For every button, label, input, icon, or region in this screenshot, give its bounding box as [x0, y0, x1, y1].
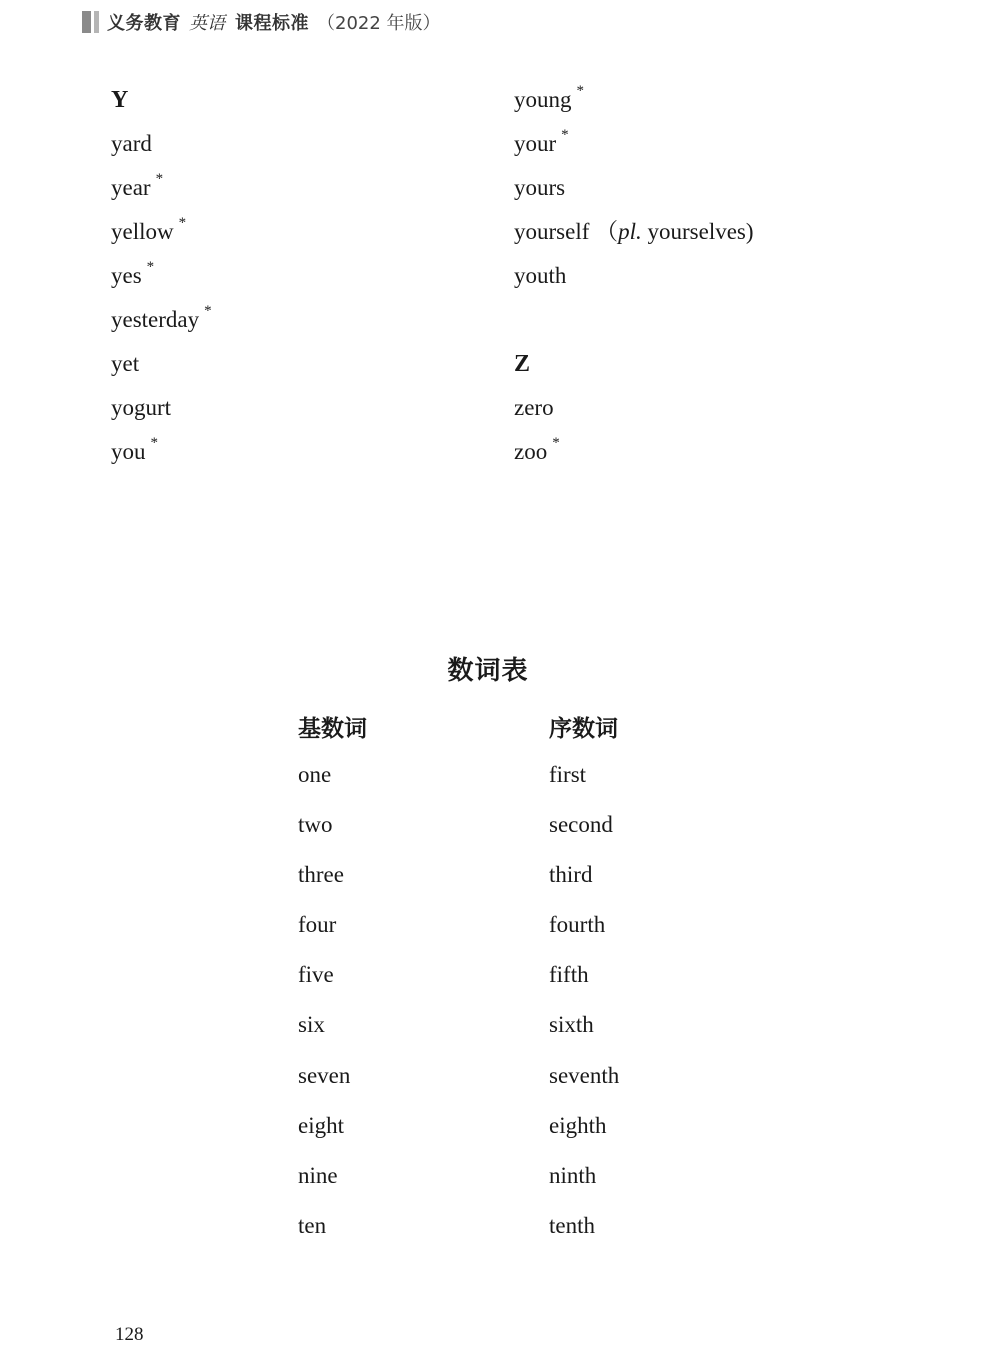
required-word-star: *: [576, 83, 584, 99]
required-word-star: *: [552, 435, 560, 451]
word-text: yet: [111, 351, 140, 376]
header-subject: 英语: [189, 13, 225, 34]
cardinal-number: two: [298, 812, 333, 838]
word-text: yours: [514, 175, 566, 200]
ordinal-numbers-column: [549, 712, 619, 1259]
ordinal-number: sixth: [549, 1012, 594, 1038]
word-text: zero: [514, 395, 554, 420]
word-entry: [111, 168, 212, 212]
numerals-section-title: 数词表: [447, 656, 529, 686]
word-text: yourself: [514, 219, 590, 244]
required-word-star: *: [150, 435, 158, 451]
word-entry: [111, 432, 212, 476]
word-entry: [514, 388, 754, 432]
cardinal-number: six: [298, 1012, 325, 1038]
word-entry: [111, 300, 212, 344]
ordinal-number: fourth: [549, 912, 606, 938]
word-text: yard: [111, 131, 152, 156]
word-text: you: [111, 439, 146, 464]
word-text: yes: [111, 263, 142, 288]
word-entry: [514, 432, 754, 476]
letter-heading: Y: [111, 87, 129, 113]
word-text: yellow: [111, 219, 174, 244]
cardinal-number: five: [298, 962, 334, 988]
word-entry: [514, 212, 754, 256]
ordinal-number: fifth: [549, 962, 589, 988]
ordinal-number: tenth: [549, 1212, 595, 1238]
plural-open-paren: （: [595, 219, 619, 244]
header-document-type: 课程标准: [235, 13, 309, 34]
required-word-star: *: [178, 215, 187, 231]
plural-abbreviation: pl.: [618, 219, 642, 244]
word-entry: [111, 124, 212, 168]
required-word-star: *: [204, 303, 212, 319]
cardinal-number: four: [298, 912, 337, 938]
page-number: 128: [115, 1324, 144, 1345]
word-text: yogurt: [111, 395, 172, 420]
required-word-star: *: [146, 259, 155, 275]
required-word-star: *: [561, 127, 569, 143]
word-text: yesterday: [111, 307, 200, 332]
cardinal-number: three: [298, 862, 344, 888]
word-text: zoo: [514, 439, 548, 464]
ordinal-number: third: [549, 862, 593, 888]
plural-form: yourselves): [647, 219, 754, 244]
letter-heading: Z: [514, 351, 531, 377]
word-entry: [111, 388, 212, 432]
word-text: your: [514, 131, 557, 156]
cardinal-number: nine: [298, 1162, 338, 1188]
ordinal-number: seventh: [549, 1062, 620, 1088]
word-entry: [514, 256, 754, 300]
cardinal-numbers-column: [298, 712, 367, 1259]
ordinal-number: ninth: [549, 1162, 597, 1188]
ordinal-number: first: [549, 762, 587, 787]
cardinal-number: seven: [298, 1062, 351, 1088]
ordinal-number: second: [549, 812, 613, 838]
cardinal-number: eight: [298, 1112, 344, 1138]
ordinal-header: 序数词: [549, 716, 618, 742]
vocabulary-left-column: [111, 80, 212, 476]
header-bar-icon: [82, 11, 99, 33]
ordinal-number: eighth: [549, 1112, 607, 1138]
word-text: youth: [514, 263, 567, 288]
vocabulary-right-column: [514, 80, 754, 476]
word-entry: [514, 80, 754, 124]
required-word-star: *: [155, 171, 164, 187]
word-text: young: [514, 87, 572, 112]
running-header: [82, 10, 441, 34]
cardinal-number: one: [298, 762, 332, 787]
word-entry: [514, 124, 754, 168]
word-entry: [514, 168, 754, 212]
cardinal-number: ten: [298, 1212, 327, 1238]
word-entry: [111, 256, 212, 300]
word-entry: [111, 344, 212, 388]
header-edition: （2022 年版）: [317, 13, 441, 34]
word-text: year: [111, 175, 151, 200]
header-book-title: 义务教育: [107, 13, 181, 34]
cardinal-header: 基数词: [298, 716, 367, 742]
blank-row: [514, 300, 754, 344]
word-entry: [111, 212, 212, 256]
